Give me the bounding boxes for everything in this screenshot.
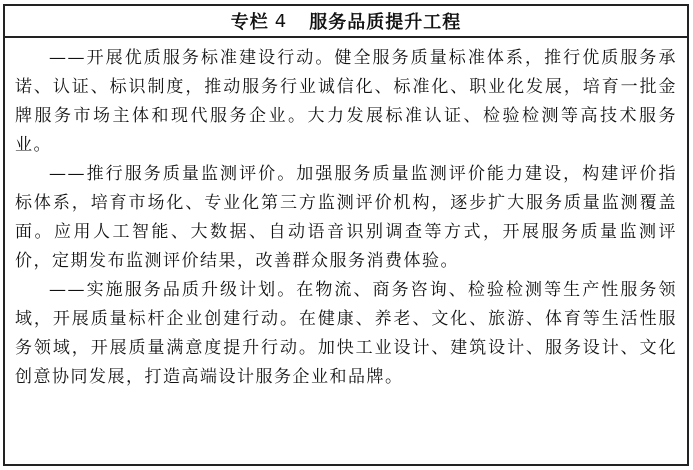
paragraph-standards: ——开展优质服务标准建设行动。健全服务质量标准体系，推行优质服务承诺、认证、标识制度，推动服务行业诚信化、标准化、职业化发展，培育一批金牌服务市场主体和现代服务企业。大力发展标准认证、检验检测等高技术服务业。	[15, 48, 677, 155]
column-title: 服务品质提升工程	[309, 12, 462, 33]
column-number: 4	[274, 10, 288, 32]
column-content	[5, 38, 687, 392]
column-header	[5, 6, 687, 38]
column-label: 专栏	[230, 12, 269, 33]
paragraph-monitoring: ——推行服务质量监测评价。加强服务质量监测评价能力建设，构建评价指标体系，培育市场化、专业化第三方监测评价机构，逐步扩大服务质量监测覆盖面。应用人工智能、大数据、自动语音识别调查等方式，开展服务质量监测评价，定期发布监测评价结果，改善群众服务消费体验。	[15, 164, 677, 271]
paragraph-upgrade: ——实施服务品质升级计划。在物流、商务咨询、检验检测等生产性服务领域，开展质量标杆企业创建行动。在健康、养老、文化、旅游、体育等生活性服务领域，开展质量满意度提升行动。加快工业设计、建筑设计、服务设计、文化创意协同发展，打造高端设计服务企业和品牌。	[15, 280, 677, 387]
column-box	[3, 4, 689, 466]
